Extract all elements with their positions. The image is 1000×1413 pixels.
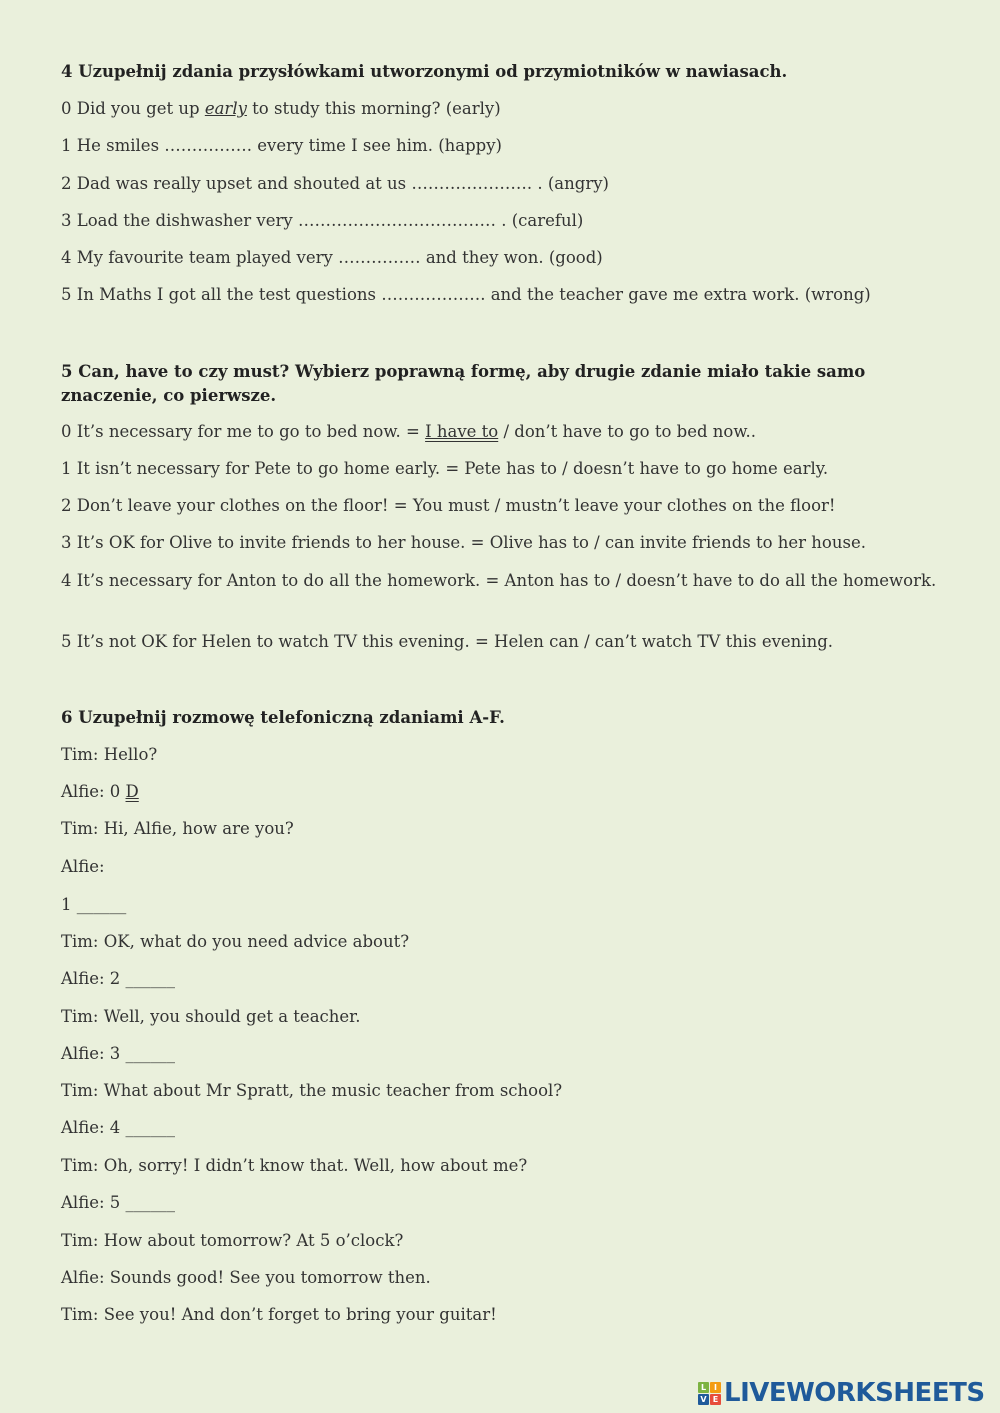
dialogue-line: Tim: Oh, sorry! I didn’t know that. Well, how about me?	[61, 1156, 528, 1175]
section-4-title: 4 Uzupełnij zdania przysłówkami utworzonymi od przymiotników w nawiasach.	[61, 62, 788, 81]
liveworksheets-logo[interactable]	[698, 1376, 994, 1410]
dialogue-line-example	[61, 781, 139, 803]
section-5-item-1[interactable]: 1 It isn’t necessary for Pete to go home early. = Pete has to / doesn’t have to go home early.	[61, 459, 829, 478]
example-pre: 0 It’s necessary for me to go to bed now. =	[61, 422, 426, 441]
example-answer: D	[125, 782, 139, 801]
example-post: / don’t have to go to bed now..	[498, 422, 757, 441]
liveworksheets-icon: L I V E	[698, 1382, 721, 1405]
dialogue-line: Tim: How about tomorrow? At 5 o’clock?	[61, 1231, 404, 1250]
logo-text: LIVEWORKSHEETS	[724, 1378, 985, 1408]
dialogue-gap-1[interactable]: 1 ______	[61, 895, 127, 914]
section-5-item-3[interactable]: 3 It’s OK for Olive to invite friends to her house. = Olive has to / can invite friends to her house.	[61, 533, 866, 552]
dialogue-line: Tim: Hello?	[61, 745, 158, 764]
dialogue-line: Alfie:	[61, 857, 105, 876]
example-pre: 0 Did you get up	[61, 99, 205, 118]
dialogue-line: Tim: Hi, Alfie, how are you?	[61, 819, 294, 838]
dialogue-line: Tim: What about Mr Spratt, the music teacher from school?	[61, 1081, 563, 1100]
section-5-item-4[interactable]: 4 It’s necessary for Anton to do all the homework. = Anton has to / doesn’t have to do all the homework.	[61, 571, 937, 590]
dialogue-line: Tim: Well, you should get a teacher.	[61, 1007, 361, 1026]
section-4-item-3[interactable]: 3 Load the dishwasher very ……………………………… . (careful)	[61, 211, 584, 230]
example-post: to study this morning? (early)	[246, 99, 501, 118]
dialogue-line: Alfie: Sounds good! See you tomorrow then.	[61, 1268, 431, 1287]
section-6-title: 6 Uzupełnij rozmowę telefoniczną zdaniami A-F.	[61, 708, 505, 727]
section-5-title: 5 Can, have to czy must? Wybierz poprawną formę, aby drugie zdanie miało takie samo znaczenie, co pierwsze.	[61, 362, 866, 405]
section-5-item-2[interactable]: 2 Don’t leave your clothes on the floor! = You must / mustn’t leave your clothes on the floor!	[61, 496, 836, 515]
example-answer: early	[204, 99, 247, 118]
section-5-example	[61, 421, 756, 443]
example-answer: I have to	[425, 422, 499, 441]
section-4-item-4[interactable]: 4 My favourite team played very …………… and they won. (good)	[61, 248, 603, 267]
dialogue-gap-2[interactable]: Alfie: 2 ______	[61, 969, 176, 988]
dialogue-line: Tim: See you! And don’t forget to bring your guitar!	[61, 1305, 497, 1324]
dialogue-gap-3[interactable]: Alfie: 3 ______	[61, 1044, 176, 1063]
dialogue-line: Tim: OK, what do you need advice about?	[61, 932, 410, 951]
section-5-item-5[interactable]: 5 It’s not OK for Helen to watch TV this evening. = Helen can / can’t watch TV this evening.	[61, 632, 834, 651]
section-4-item-5[interactable]: 5 In Maths I got all the test questions ………………. and the teacher gave me extra work. (wrong)	[61, 285, 871, 304]
dialogue-speaker: Alfie: 0	[61, 782, 126, 801]
dialogue-gap-5[interactable]: Alfie: 5 ______	[61, 1193, 176, 1212]
section-4-item-2[interactable]: 2 Dad was really upset and shouted at us …………………. . (angry)	[61, 174, 609, 193]
section-4-item-1[interactable]: 1 He smiles ……………. every time I see him. (happy)	[61, 136, 502, 155]
section-4-example	[61, 98, 501, 120]
dialogue-gap-4[interactable]: Alfie: 4 ______	[61, 1118, 176, 1137]
